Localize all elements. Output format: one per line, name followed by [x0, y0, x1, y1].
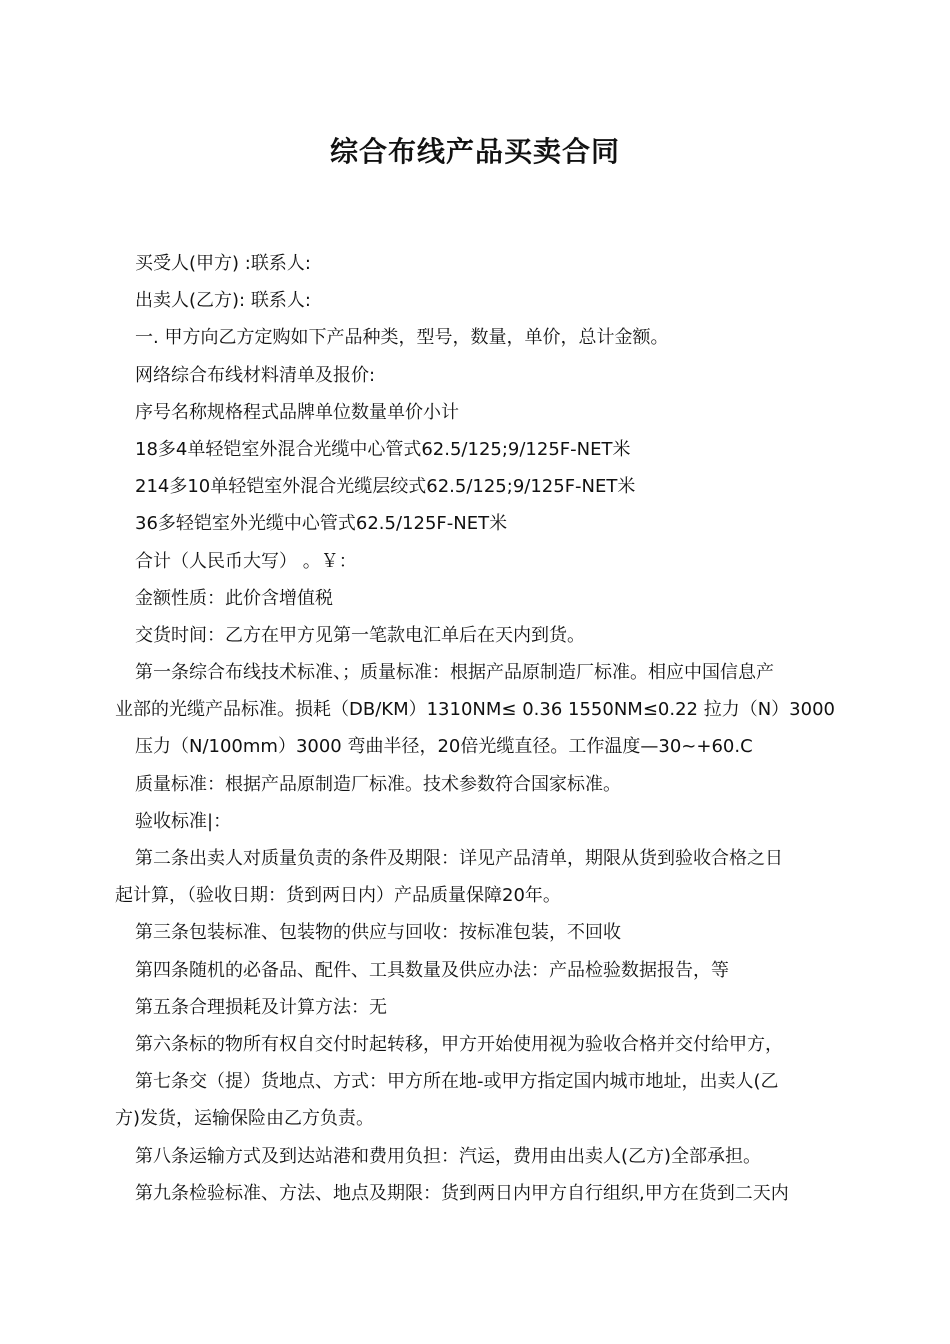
body-line: 第四条随机的必备品、配件、工具数量及供应办法：产品检验数据报告，等: [135, 959, 729, 981]
document-body: [115, 245, 840, 1212]
body-line: 第一条综合布线技术标准、；质量标准：根据产品原制造厂标准。相应中国信息产: [135, 662, 774, 684]
body-line: 18多4单轻铠室外混合光缆中心管式62.5/125;9/125F-NET米: [135, 438, 631, 460]
body-line: 第九条检验标准、方法、地点及期限：货到两日内甲方自行组织,甲方在货到二天内: [135, 1182, 789, 1204]
body-line: 214多10单轻铠室外混合光缆层绞式62.5/125;9/125F-NET米: [135, 476, 636, 498]
body-line: 第七条交（提）货地点、方式：甲方所在地-或甲方指定国内城市地址，出卖人(乙: [135, 1071, 779, 1093]
body-line: 交货时间：乙方在甲方见第一笔款电汇单后在天内到货。: [135, 624, 585, 646]
body-line: 第三条包装标准、包装物的供应与回收：按标准包装，不回收: [135, 922, 621, 944]
body-line: 方)发货，运输保险由乙方负责。: [115, 1108, 375, 1130]
body-line: 起计算，（验收日期：货到两日内）产品质量保障20年。: [115, 885, 561, 907]
body-line: 第六条标的物所有权自交付时起转移，甲方开始使用视为验收合格并交付给甲方，: [135, 1033, 783, 1055]
body-line: 网络综合布线材料清单及报价:: [135, 364, 376, 386]
body-line: 合计（人民币大写） 。￥：: [135, 550, 357, 572]
body-line: 出卖人(乙方): 联系人:: [135, 290, 311, 312]
document-title: 综合布线产品买卖合同: [329, 135, 620, 168]
body-line: 第二条出卖人对质量负责的条件及期限：详见产品清单，期限从货到验收合格之日: [135, 848, 783, 869]
body-line: 序号名称规格程式品牌单位数量单价小计: [135, 401, 459, 423]
body-line: 验收标准|：: [135, 810, 232, 832]
body-line: 买受人(甲方) :联系人:: [135, 253, 311, 274]
body-line: 第八条运输方式及到达站港和费用负担：汽运，费用由出卖人(乙方)全部承担。: [135, 1145, 762, 1167]
body-line: 36多轻铠室外光缆中心管式62.5/125F-NET米: [135, 513, 508, 535]
body-line: 一. 甲方向乙方定购如下产品种类，型号，数量，单价，总计金额。: [135, 327, 669, 349]
body-line: 压力（N/100mm）3000 弯曲半径，20倍光缆直径。工作温度—30~+60.C: [135, 736, 753, 758]
body-line: 业部的光缆产品标准。损耗（DB/KM）1310NM≤ 0.36 1550NM≤0.22 拉力（N）3000: [115, 699, 835, 721]
body-line: 第五条合理损耗及计算方法：无: [135, 996, 387, 1018]
body-line: 质量标准：根据产品原制造厂标准。技术参数符合国家标准。: [135, 773, 621, 795]
body-line: 金额性质：此价含增值税: [135, 587, 333, 609]
